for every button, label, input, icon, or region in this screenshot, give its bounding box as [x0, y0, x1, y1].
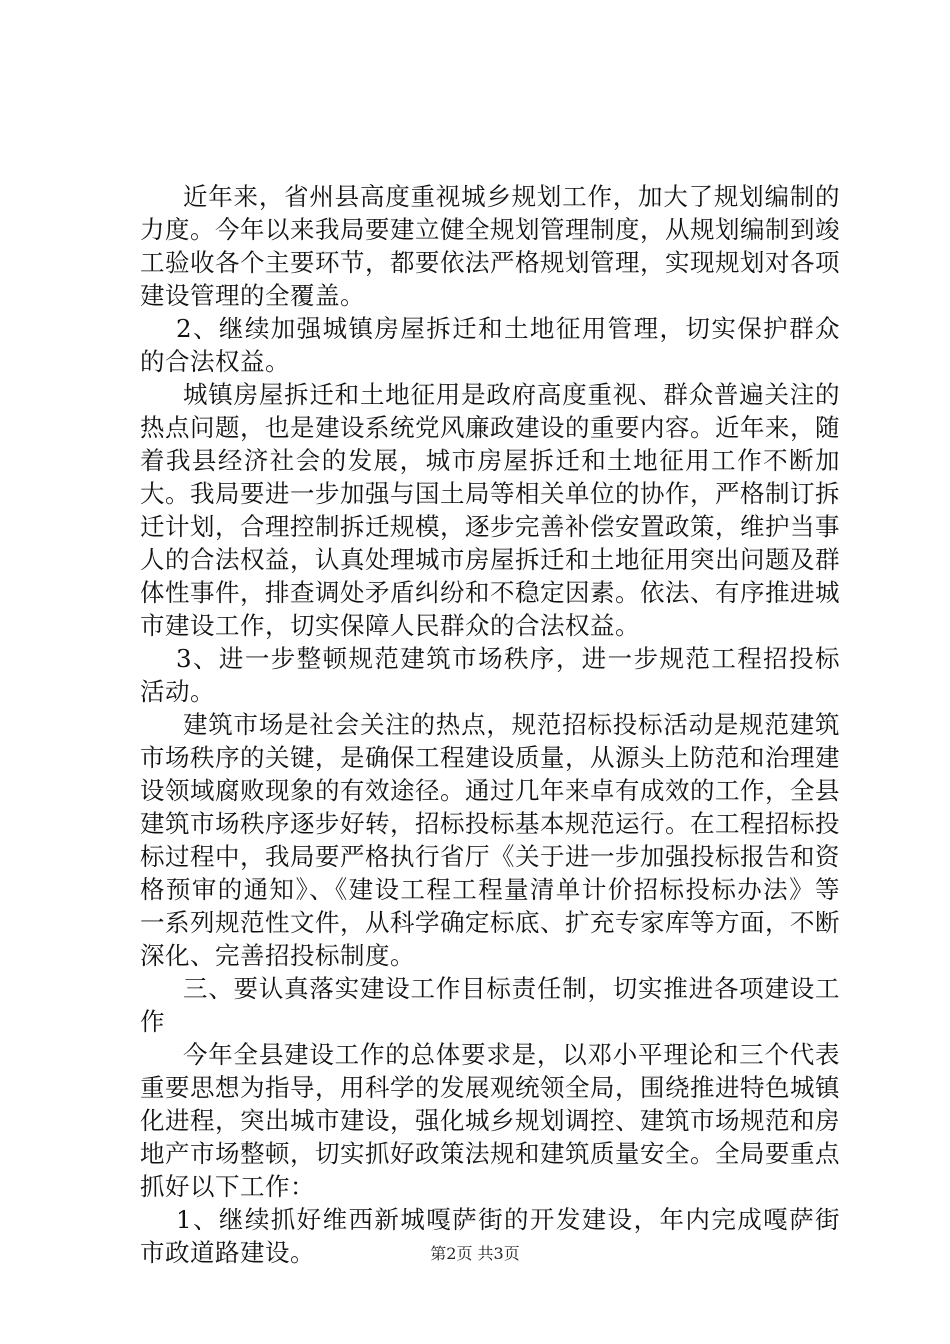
paragraph-planning-intro: 近年来，省州县高度重视城乡规划工作，加大了规划编制的力度。今年以来我局要建立健全规划管理制度，从规划编制到竣工验收各个主要环节，都要依法严格规划管理，实现规划对各项建设管理的全覆盖。 [140, 182, 840, 310]
document-body [140, 180, 840, 1269]
paragraph-overall-requirements: 今年全县建设工作的总体要求是，以邓小平理论和三个代表重要思想为指导，用科学的发展观统领全局，围绕推进特色城镇化进程，突出城市建设，强化城乡规划调控、建筑市场规范和房地产市场整顿，切实抓好政策法规和建筑质量安全。全局要重点抓好以下工作： [140, 1040, 840, 1201]
page-number-footer: 第2页 共3页 [430, 1244, 520, 1263]
paragraph-demolition: 城镇房屋拆迁和土地征用是政府高度重视、群众普遍关注的热点问题，也是建设系统党风廉政建设的重要内容。近年来，随着我县经济社会的发展，城市房屋拆迁和土地征用工作不断加大。我局要进一步加强与国土局等相关单位的协作，严格制订拆迁计划，合理控制拆迁规模，逐步完善补偿安置政策，维护当事人的合法权益，认真处理城市房屋拆迁和土地征用突出问题及群体性事件，排查调处矛盾纠纷和不稳定因素。依法、有序推进城市建设工作，切实保障人民群众的合法权益。 [140, 380, 840, 640]
paragraph-construction-market: 建筑市场是社会关注的热点，规范招标投标活动是规范建筑市场秩序的关键，是确保工程建设质量，从源头上防范和治理建设领域腐败现象的有效途径。通过几年来卓有成效的工作，全县建筑市场秩序逐步好转，招标投标基本规范运行。在工程招标投标过程中，我局要严格执行省厅《关于进一步加强投标报告和资格预审的通知》、《建设工程工程量清单计价招标投标办法》等一系列规范性文件，从科学确定标底、扩充专家库等方面，不断深化、完善招投标制度。 [140, 710, 840, 970]
heading-item-2: 2、继续加强城镇房屋拆迁和土地征用管理，切实保护群众的合法权益。 [140, 314, 840, 376]
heading-item-3: 3、进一步整顿规范建筑市场秩序，进一步规范工程招投标活动。 [140, 644, 840, 706]
heading-item-1: 1、继续抓好维西新城嘎萨街的开发建设，年内完成嘎萨街市政道路建设。 [140, 1205, 840, 1267]
heading-section-3: 三、要认真落实建设工作目标责任制，切实推进各项建设工作 [140, 974, 840, 1036]
